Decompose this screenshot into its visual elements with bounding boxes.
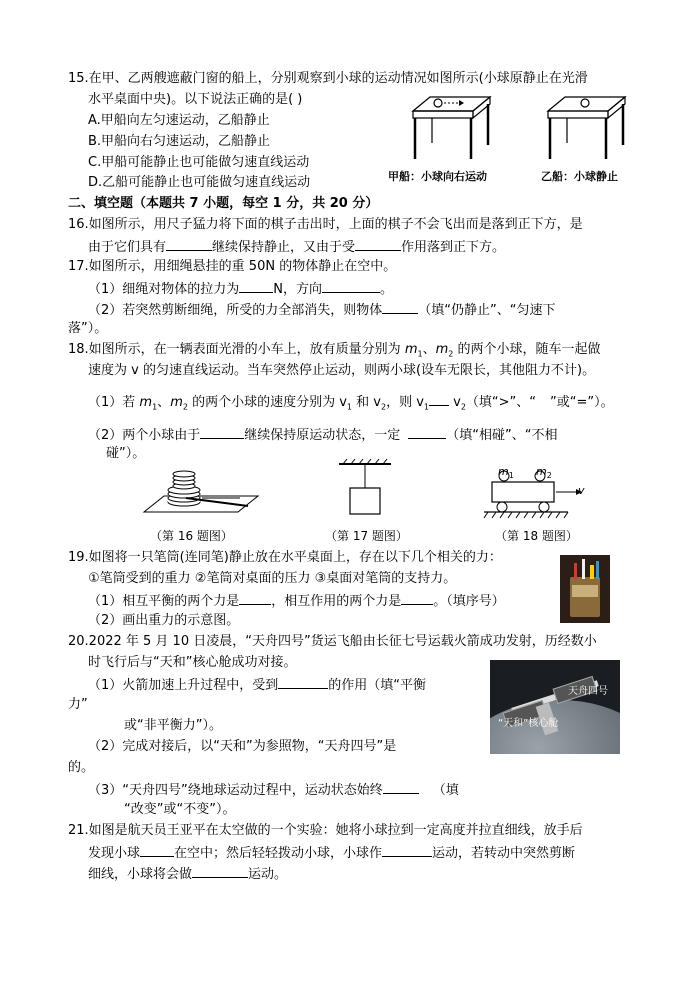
q15-option-c: C.甲船可能静止也可能做匀速直线运动	[88, 155, 310, 170]
blank	[278, 675, 328, 689]
blank	[382, 843, 432, 857]
caption-fig18: （第 18 题图）	[495, 529, 578, 543]
q18-sub2-cont: 碰”）。	[106, 446, 146, 461]
q18-sub2: （2）两个小球由于 继续保持原运动状态，一定 （填“相碰”、“不相	[88, 425, 558, 445]
table-figure-yi	[540, 93, 630, 163]
q18-line2: 速度为 v 的匀速直线运动。当车突然停止运动，则两小球(设车无限长，其他阻力不计)。	[88, 363, 596, 378]
q15-line2: 水平桌面中央)。以下说法正确的是( )	[88, 92, 303, 107]
label-tianzhou: 天舟四号	[568, 686, 608, 697]
label-v: v	[578, 484, 585, 497]
q18-line1: 18.如图所示，在一辆表面光滑的小车上，放有质量分别为 $m_1$、$m_2$ 的两个小球，随车一起做	[68, 342, 601, 359]
block	[350, 488, 380, 514]
q18-sub1: （1）若 $m_1$、$m_2$ 的两个小球的速度分别为 $v_1$ 和 $v_2$，则 $v_1$ $v_2$（填“>”、“ ”或“=”）。	[88, 392, 614, 417]
ball-yi	[581, 99, 589, 107]
blank	[239, 279, 273, 293]
pen-holder-image	[560, 555, 610, 623]
q17-sub1: （1）细绳对物体的拉力为 N，方向 。	[88, 279, 393, 299]
chess-pieces-figure	[140, 468, 260, 520]
q15-line1: 15.在甲、乙两艘遮蔽门窗的船上，分别观察到小球的运动情况如图所示(小球原静止在光滑	[68, 71, 588, 86]
blank	[383, 780, 419, 794]
table-figure-jia	[405, 93, 495, 163]
q17-sub2-cont: 落”）。	[68, 321, 108, 336]
section-heading: 二、填空题（本题共 7 小题，每空 1 分，共 20 分）	[68, 196, 379, 211]
q19-sub2: （2）画出重力的示意图。	[88, 613, 240, 628]
caption-fig17: （第 17 题图）	[325, 529, 408, 543]
label-m1: $m_1$	[498, 465, 514, 481]
blank	[166, 237, 212, 251]
q21-line1: 21.如图是航天员王亚平在太空做的一个实验：她将小球拉到一定高度并拉直细线，放手后	[68, 823, 583, 838]
caption-jia: 甲船：小球向右运动	[388, 170, 487, 183]
q17-sub2: （2）若突然剪断细绳，所受的力全部消失，则物体 （填“仍静止”、“匀速下	[88, 300, 556, 320]
space-station-image	[490, 660, 620, 754]
blank	[140, 843, 174, 857]
blank	[401, 591, 433, 605]
q20-line1: 20.2022 年 5 月 10 日凌晨，“天舟四号”货运飞船由长征七号运载火箭成功发射，历经数小	[68, 634, 597, 649]
q15-option-d: D.乙船可能静止也可能做匀速直线运动	[88, 175, 311, 190]
q16-line2: 由于它们具有 继续保持静止，又由于受 作用落到正下方。	[88, 237, 505, 257]
q20-sub3-cont: “改变”或“不变”）。	[124, 802, 236, 817]
q19-line2: ①笔筒受到的重力 ②笔筒对桌面的压力 ③桌面对笔筒的支持力。	[88, 571, 457, 586]
label-m2: $m_2$	[536, 465, 552, 481]
blank	[429, 392, 449, 406]
q20-line2: 时飞行后与“天和”核心舱成功对接。	[88, 655, 297, 670]
caption-fig16: （第 16 题图）	[150, 529, 233, 543]
q20-sub1-cont2: 或“非平衡力”）。	[124, 718, 222, 733]
q20-sub1: （1）火箭加速上升过程中，受到 的作用（填“平衡	[88, 675, 426, 695]
blank	[322, 279, 380, 293]
q21-line3: 细线，小球将会做 运动。	[88, 864, 287, 884]
q17-line1: 17.如图所示，用细绳悬挂的重 50N 的物体静止在空中。	[68, 259, 397, 274]
blank	[239, 591, 271, 605]
q19-line1: 19.如图将一只笔筒(连同笔)静止放在水平桌面上，存在以下几个相关的力：	[68, 550, 502, 565]
q20-sub1-cont1: 力”	[68, 697, 88, 712]
hanging-block-figure	[325, 458, 405, 520]
blank	[192, 864, 248, 878]
q15-option-b: B.甲船向右匀速运动，乙船静止	[88, 134, 271, 149]
blank	[382, 300, 418, 314]
q20-sub2-cont: 的。	[68, 760, 95, 775]
q20-sub2: （2）完成对接后，以“天和”为参照物，“天舟四号”是	[88, 739, 397, 754]
blank	[200, 425, 244, 439]
blank	[408, 425, 446, 439]
q20-sub3: （3）“天舟四号”绕地球运动过程中，运动状态始终 （填	[88, 780, 459, 800]
q15-option-a: A.甲船向左匀速运动，乙船静止	[88, 113, 270, 128]
ball-jia	[434, 99, 442, 107]
blank	[355, 237, 401, 251]
q21-line2: 发现小球 在空中；然后轻轻拨动小球，小球作 运动，若转动中突然剪断	[88, 843, 575, 863]
label-tianhe: “天和”核心舱	[498, 718, 559, 729]
q19-sub1: （1）相互平衡的两个力是 ，相互作用的两个力是 。（填序号）	[88, 591, 505, 611]
caption-yi: 乙船：小球静止	[541, 170, 618, 183]
q16-line1: 16.如图所示，用尺子猛力将下面的棋子击出时，上面的棋子不会飞出而是落到正下方，是	[68, 217, 583, 232]
